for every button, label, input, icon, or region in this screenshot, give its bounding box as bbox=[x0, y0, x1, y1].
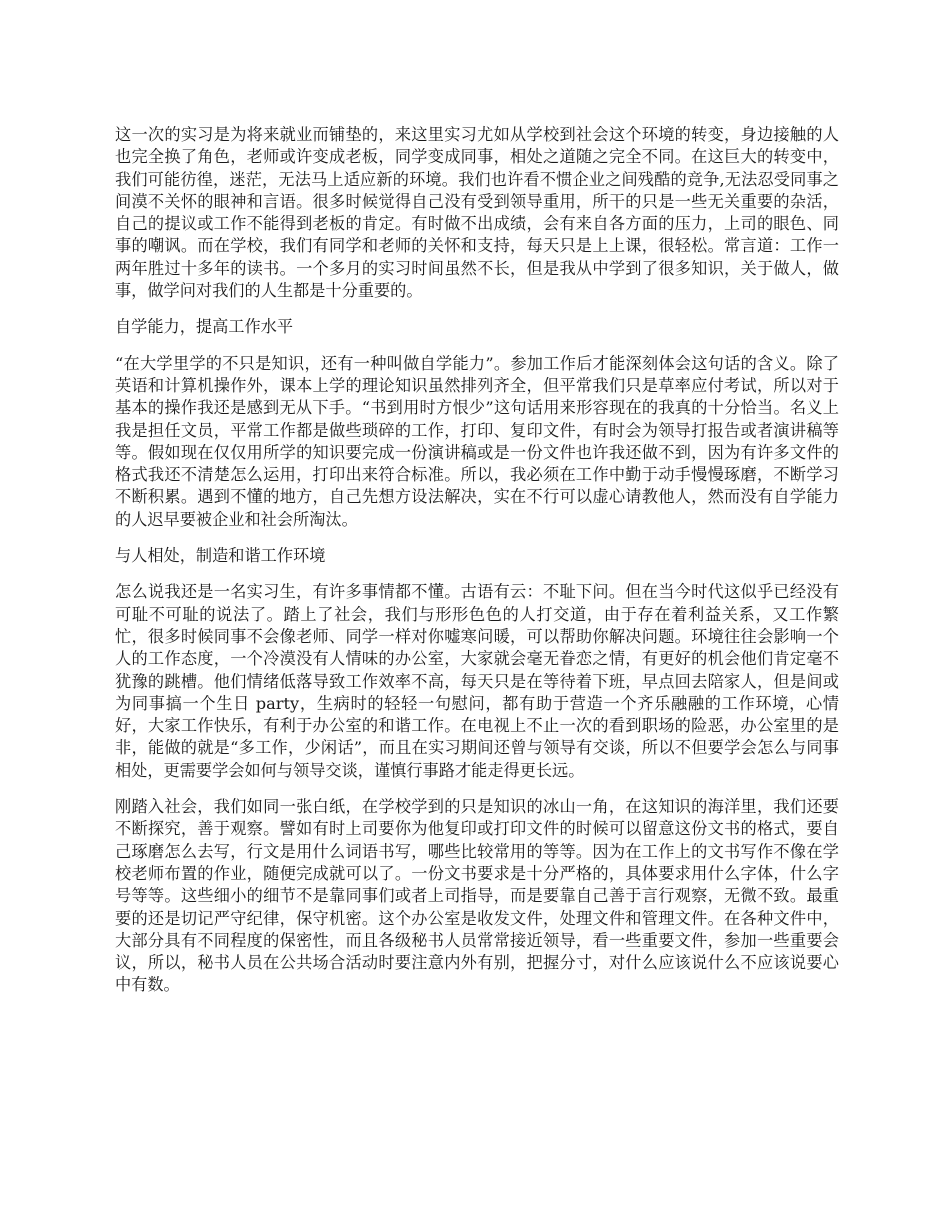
observation-paragraph: 刚踏入社会，我们如同一张白纸，在学校学到的只是知识的冰山一角，在这知识的海洋里，我们还要不断探究，善于观察。譬如有时上司要你为他复印或打印文件的时候可以留意这份文书的格式，要自己琢磨怎么去写，行文是用什么词语书写，哪些比较常用的等等。因为在工作上的文书写作不像在学校老师布置的作业，随便完成就可以了。一份文书要求是十分严格的，具体要求用什么字体，什么字号等等。这些细小的细节不是靠同事们或者上司指导，而是要靠自己善于言行观察，无微不致。最重要的还是切记严守纪律，保守机密。这个办公室是收发文件，处理文件和管理文件。在各种文件中，大部分具有不同程度的保密性，而且各级秘书人员常常接近领导，看一些重要文件，参加一些重要会议，所以，秘书人员在公共场合活动时要注意内外有别，把握分寸，对什么应该说什么不应该说要心中有数。 bbox=[115, 797, 839, 995]
relationships-paragraph: 怎么说我还是一名实习生，有许多事情都不懂。古语有云：不耻下问。但在当今时代这似乎已经没有可耻不可耻的说法了。踏上了社会，我们与形形色色的人打交道，由于存在着利益关系，又工作繁忙，很多时候同事不会像老师、同学一样对你嘘寒问暖，可以帮助你解决问题。环境往往会影响一个人的工作态度，一个冷漠没有人情味的办公室，大家就会毫无眷恋之情，有更好的机会他们肯定毫不犹豫的跳槽。他们情绪低落导致工作效率不高，每天只是在等待着下班，早点回去陪家人，但是间或为同事搞一个生日 party，生病时的轻轻一句慰问，都有助于营造一个齐乐融融的工作环境，心情好，大家工作快乐，有利于办公室的和谐工作。在电视上不止一次的看到职场的险恶，办公室里的是非，能做的就是“多工作，少闲话”，而且在实习期间还曾与领导有交谈，所以不但要学会怎么与同事相处，更需要学会如何与领导交谈，谨慎行事路才能走得更长远。 bbox=[115, 582, 839, 780]
section-heading-self-learning: 自学能力，提高工作水平 bbox=[115, 317, 294, 337]
document-page bbox=[115, 124, 839, 1011]
intro-paragraph: 这一次的实习是为将来就业而铺垫的，来这里实习尤如从学校到社会这个环境的转变，身边接触的人也完全换了角色，老师或许变成老板，同学变成同事，相处之道随之完全不同。在这巨大的转变中，我们可能彷徨，迷茫，无法马上适应新的环境。我们也许看不惯企业之间残酷的竞争,无法忍受同事之间漠不关怀的眼神和言语。很多时候觉得自己没有受到领导重用，所干的只是一些无关重要的杂活，自己的提议或工作不能得到老板的肯定。有时做不出成绩，会有来自各方面的压力，上司的眼色、同事的嘲讽。而在学校，我们有同学和老师的关怀和支持，每天只是上上课，很轻松。常言道：工作一两年胜过十多年的读书。一个多月的实习时间虽然不长，但是我从中学到了很多知识，关于做人，做事，做学问对我们的人生都是十分重要的。 bbox=[115, 125, 839, 301]
section-heading-relationships: 与人相处，制造和谐工作环境 bbox=[115, 546, 326, 566]
self-learning-paragraph: “在大学里学的不只是知识，还有一种叫做自学能力”。参加工作后才能深刻体会这句话的含义。除了英语和计算机操作外，课本上学的理论知识虽然排列齐全，但平常我们只是草率应付考试，所以对于基本的操作我还是感到无从下手。“书到用时方恨少”这句话用来形容现在的我真的十分恰当。名义上我是担任文员，平常工作都是做些琐碎的工作，打印、复印文件，有时会为领导打报告或者演讲稿等等。假如现在仅仅用所学的知识要完成一份演讲稿或是一份文件也许我还做不到，因为有许多文件的格式我还不清楚怎么运用，打印出来符合标准。所以，我必须在工作中勤于动手慢慢琢磨，不断学习不断积累。遇到不懂的地方，自己先想方设法解决，实在不行可以虚心请教他人，然而没有自学能力的人迟早要被企业和社会所淘汰。 bbox=[115, 353, 839, 529]
